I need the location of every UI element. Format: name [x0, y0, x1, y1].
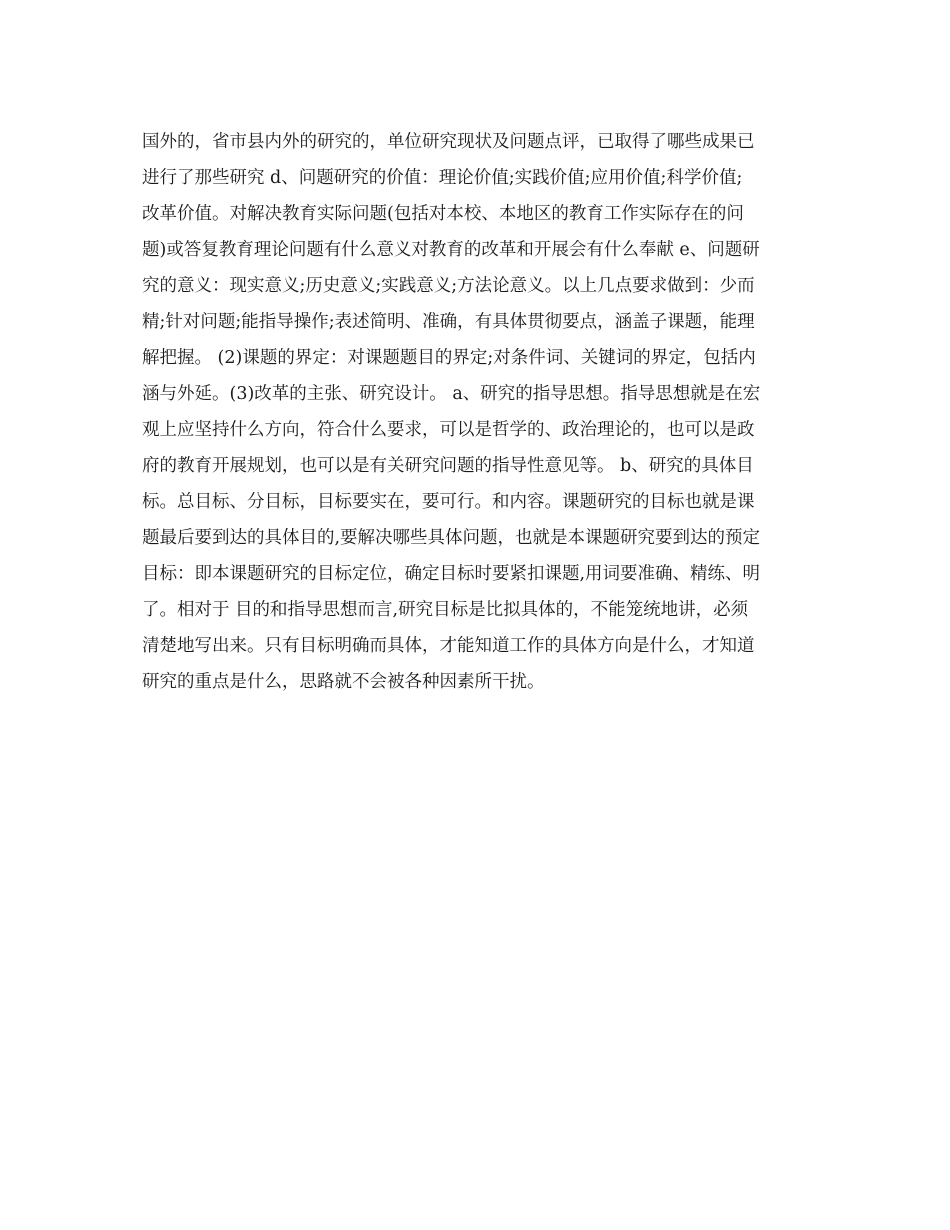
text-line: 国外的，省市县内外的研究的，单位研究现状及问题点评，已取得了哪些成果已	[142, 132, 755, 152]
text-line: 研究的重点是什么，思路就不会被各种因素所干扰。	[142, 672, 545, 692]
text-line: 目标：即本课题研究的目标定位，确定目标时要紧扣课题,用词要准确、精练、明	[142, 564, 761, 584]
text-line: 清楚地写出来。只有目标明确而具体，才能知道工作的具体方向是什么，才知道	[142, 636, 755, 656]
text-line: 改革价值。对解决教育实际问题(包括对本校、本地区的教育工作实际存在的问	[142, 204, 744, 224]
text-line: 府的教育开展规划，也可以是有关研究问题的指导性意见等。 b、研究的具体目	[142, 456, 754, 476]
text-line: 题最后要到达的具体目的,要解决哪些具体问题，也就是本课题研究要到达的预定	[142, 528, 761, 548]
text-line: 题)或答复教育理论问题有什么意义对教育的改革和开展会有什么奉献 e、问题研	[142, 240, 760, 260]
text-line: 标。总目标、分目标，目标要实在，要可行。和内容。课题研究的目标也就是课	[142, 492, 755, 512]
text-line: 精;针对问题;能指导操作;表述简明、准确，有具体贯彻要点，涵盖子课题，能理	[142, 312, 755, 332]
text-line: 解把握。 (2)课题的界定：对课题题目的界定;对条件词、关键词的界定，包括内	[142, 348, 756, 368]
text-line: 观上应坚持什么方向，符合什么要求，可以是哲学的、政治理论的，也可以是政	[142, 420, 755, 440]
text-line: 究的意义：现实意义;历史意义;实践意义;方法论意义。以上几点要求做到：少而	[142, 276, 755, 296]
text-line: 涵与外延。(3)改革的主张、研究设计。 a、研究的指导思想。指导思想就是在宏	[142, 384, 761, 404]
text-line: 了。相对于 目的和指导思想而言,研究目标是比拟具体的，不能笼统地讲，必须	[142, 600, 749, 620]
text-line: 进行了那些研究 d、问题研究的价值：理论价值;实践价值;应用价值;科学价值;	[142, 168, 743, 188]
document-body	[142, 124, 810, 700]
